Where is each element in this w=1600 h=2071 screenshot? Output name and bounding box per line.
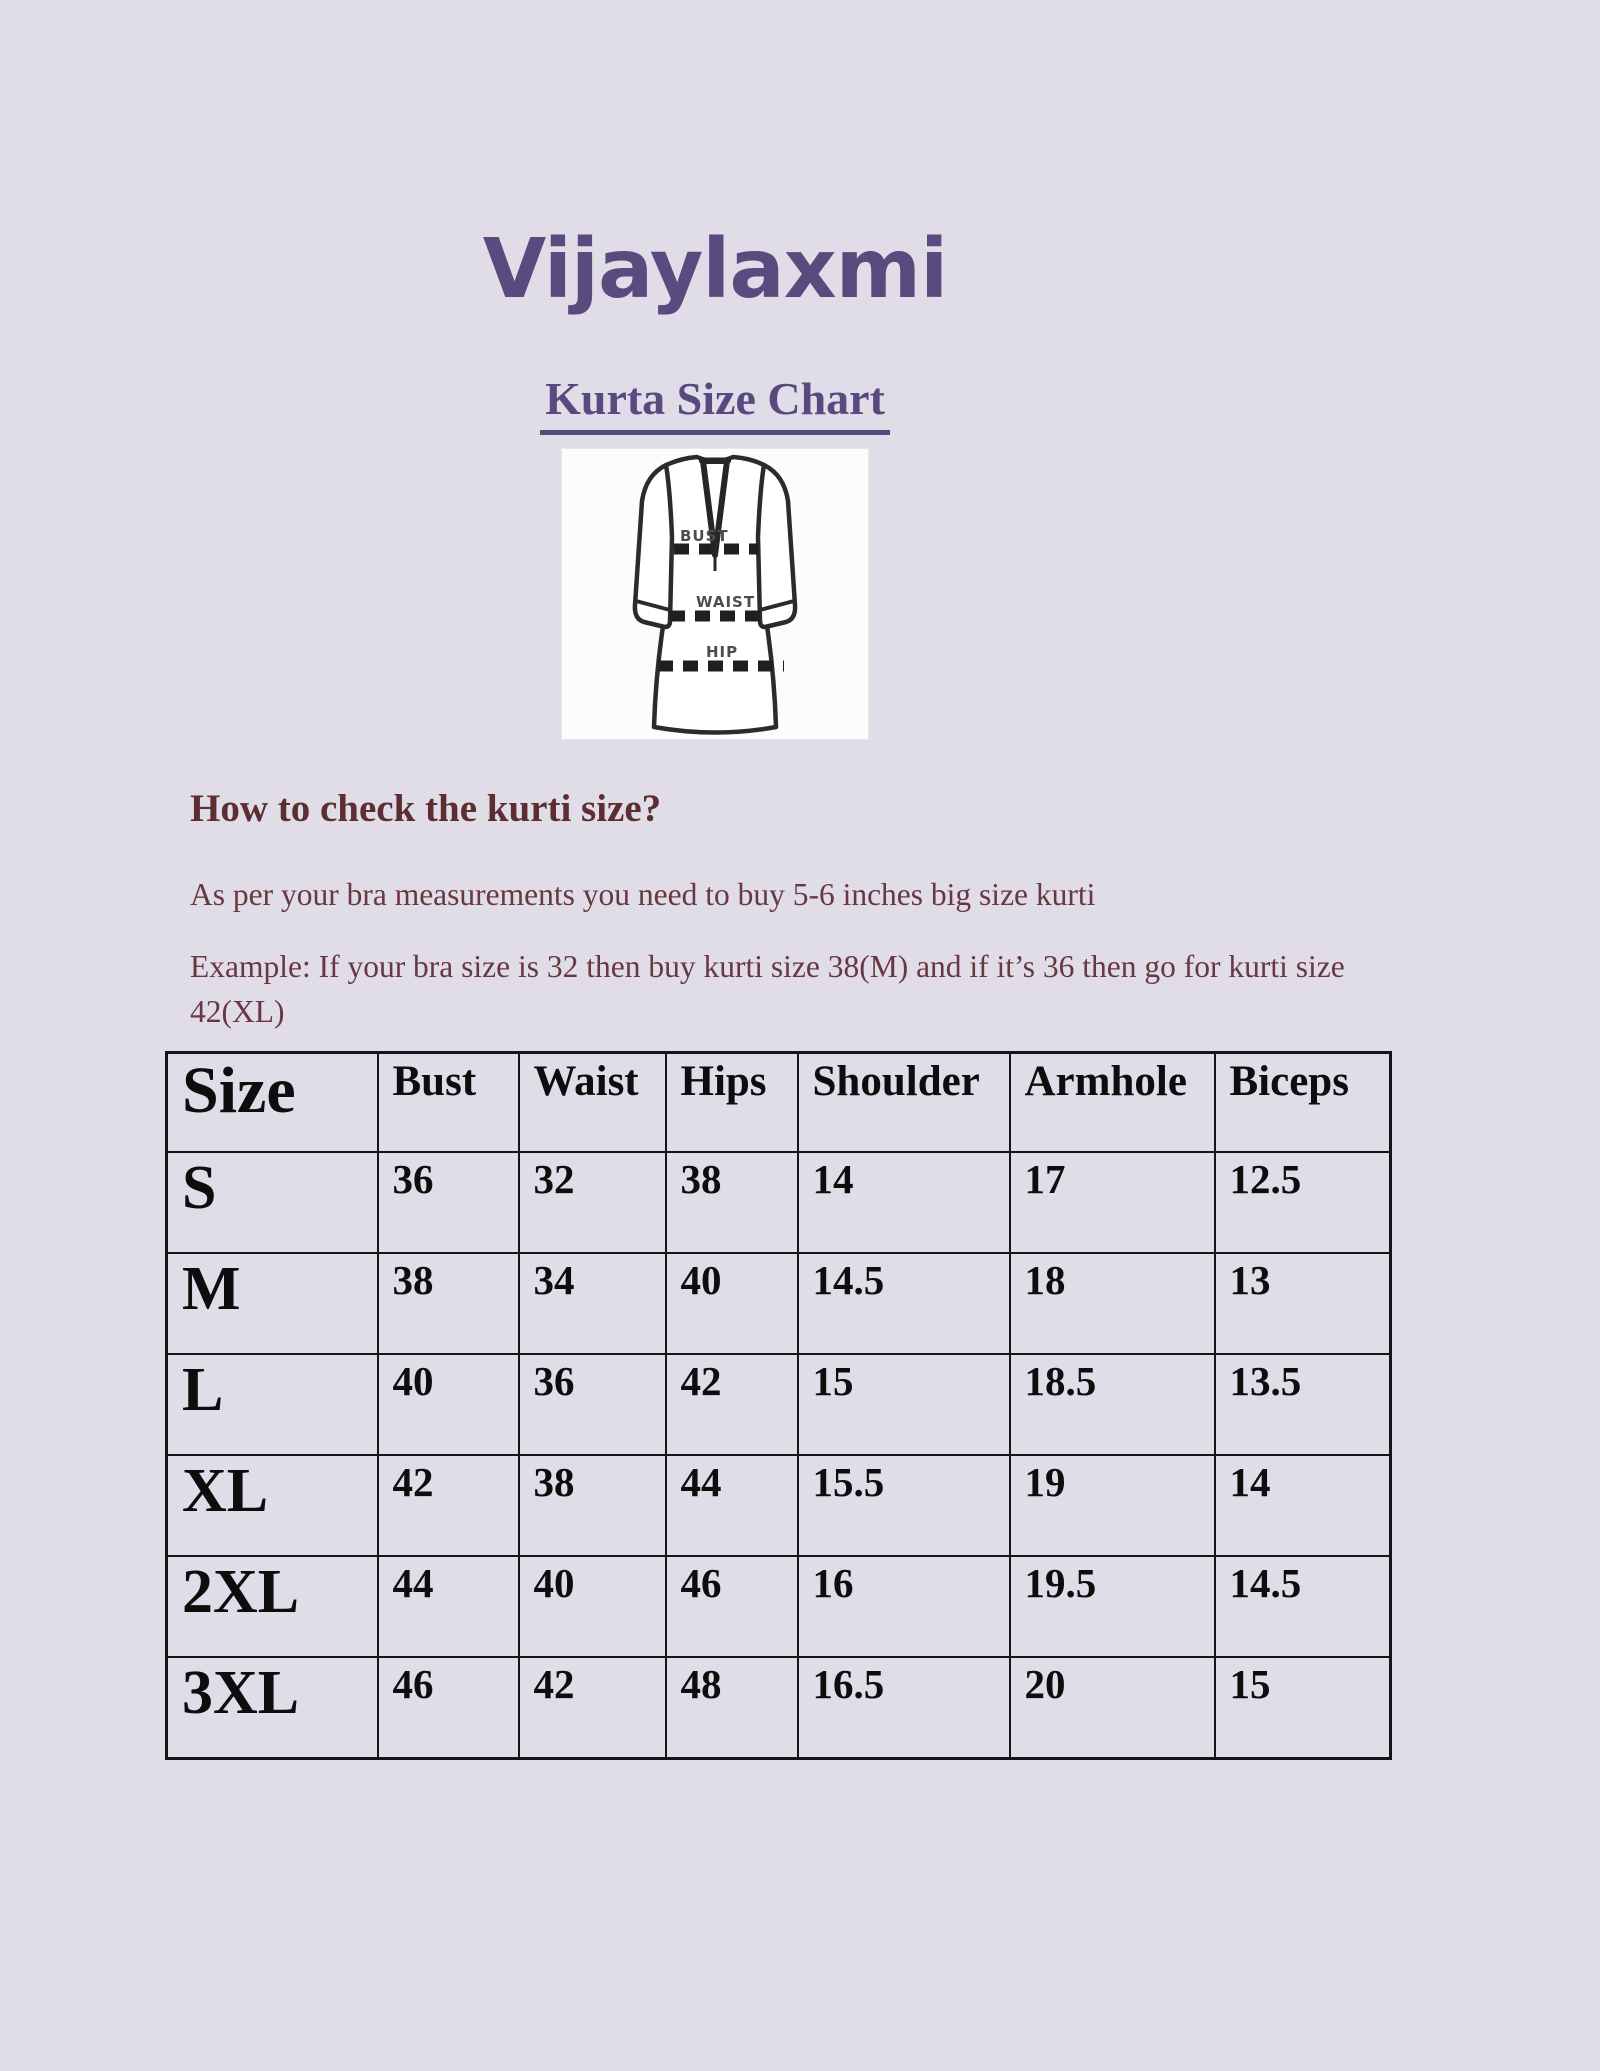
kurti-figure <box>562 449 868 739</box>
value-cell: 44 <box>378 1556 519 1657</box>
value-cell: 20 <box>1010 1657 1215 1758</box>
value-cell: 34 <box>519 1253 666 1354</box>
col-header-hips: Hips <box>666 1052 798 1152</box>
brand-logo: Vijaylaxmi <box>482 222 948 317</box>
value-cell: 36 <box>378 1152 519 1253</box>
value-cell: 36 <box>519 1354 666 1455</box>
guide-section <box>190 787 1460 1035</box>
value-cell: 38 <box>666 1152 798 1253</box>
value-cell: 38 <box>519 1455 666 1556</box>
value-cell: 18.5 <box>1010 1354 1215 1455</box>
value-cell: 14.5 <box>798 1253 1010 1354</box>
value-cell: 32 <box>519 1152 666 1253</box>
value-cell: 46 <box>378 1657 519 1758</box>
value-cell: 38 <box>378 1253 519 1354</box>
value-cell: 15 <box>1215 1657 1391 1758</box>
col-header-bust: Bust <box>378 1052 519 1152</box>
value-cell: 16.5 <box>798 1657 1010 1758</box>
figure-bust-label: BUST <box>680 527 729 546</box>
size-chart-table <box>165 1051 1392 1760</box>
value-cell: 48 <box>666 1657 798 1758</box>
value-cell: 40 <box>666 1253 798 1354</box>
size-cell: XL <box>167 1455 378 1556</box>
col-header-waist: Waist <box>519 1052 666 1152</box>
table-row-xl <box>167 1455 1391 1556</box>
value-cell: 42 <box>378 1455 519 1556</box>
size-cell: 3XL <box>167 1657 378 1758</box>
value-cell: 46 <box>666 1556 798 1657</box>
value-cell: 15 <box>798 1354 1010 1455</box>
value-cell: 12.5 <box>1215 1152 1391 1253</box>
col-header-biceps: Biceps <box>1215 1052 1391 1152</box>
size-cell: L <box>167 1354 378 1455</box>
table-row-m <box>167 1253 1391 1354</box>
title-row <box>0 373 1430 435</box>
value-cell: 42 <box>666 1354 798 1455</box>
header-block <box>0 0 1430 739</box>
figure-waist-label: WAIST <box>696 593 756 612</box>
value-cell: 15.5 <box>798 1455 1010 1556</box>
value-cell: 14.5 <box>1215 1556 1391 1657</box>
guide-intro-text: As per your bra measurements you need to buy 5-6 inches big size kurti <box>190 876 1096 912</box>
value-cell: 13.5 <box>1215 1354 1391 1455</box>
col-header-size: Size <box>167 1052 378 1152</box>
value-cell: 40 <box>378 1354 519 1455</box>
value-cell: 14 <box>1215 1455 1391 1556</box>
section-heading: How to check the kurti size? <box>190 787 662 831</box>
value-cell: 40 <box>519 1556 666 1657</box>
col-header-armhole: Armhole <box>1010 1052 1215 1152</box>
header-row <box>167 1052 1391 1152</box>
page-title: Kurta Size Chart <box>540 373 890 435</box>
value-cell: 16 <box>798 1556 1010 1657</box>
value-cell: 17 <box>1010 1152 1215 1253</box>
size-cell: M <box>167 1253 378 1354</box>
value-cell: 14 <box>798 1152 1010 1253</box>
col-header-shoulder: Shoulder <box>798 1052 1010 1152</box>
value-cell: 18 <box>1010 1253 1215 1354</box>
value-cell: 13 <box>1215 1253 1391 1354</box>
table-row-s <box>167 1152 1391 1253</box>
size-cell: S <box>167 1152 378 1253</box>
size-cell: 2XL <box>167 1556 378 1657</box>
kurti-measurement-illustration <box>562 449 868 739</box>
table-row-3xl <box>167 1657 1391 1758</box>
value-cell: 42 <box>519 1657 666 1758</box>
value-cell: 44 <box>666 1455 798 1556</box>
table-row-l <box>167 1354 1391 1455</box>
guide-example-text: Example: If your bra size is 32 then buy kurti size 38(M) and if it’s 36 then go for kurti size 42(XL) <box>190 948 1345 1030</box>
value-cell: 19 <box>1010 1455 1215 1556</box>
value-cell: 19.5 <box>1010 1556 1215 1657</box>
figure-hip-label: HIP <box>706 643 739 662</box>
table-row-2xl <box>167 1556 1391 1657</box>
